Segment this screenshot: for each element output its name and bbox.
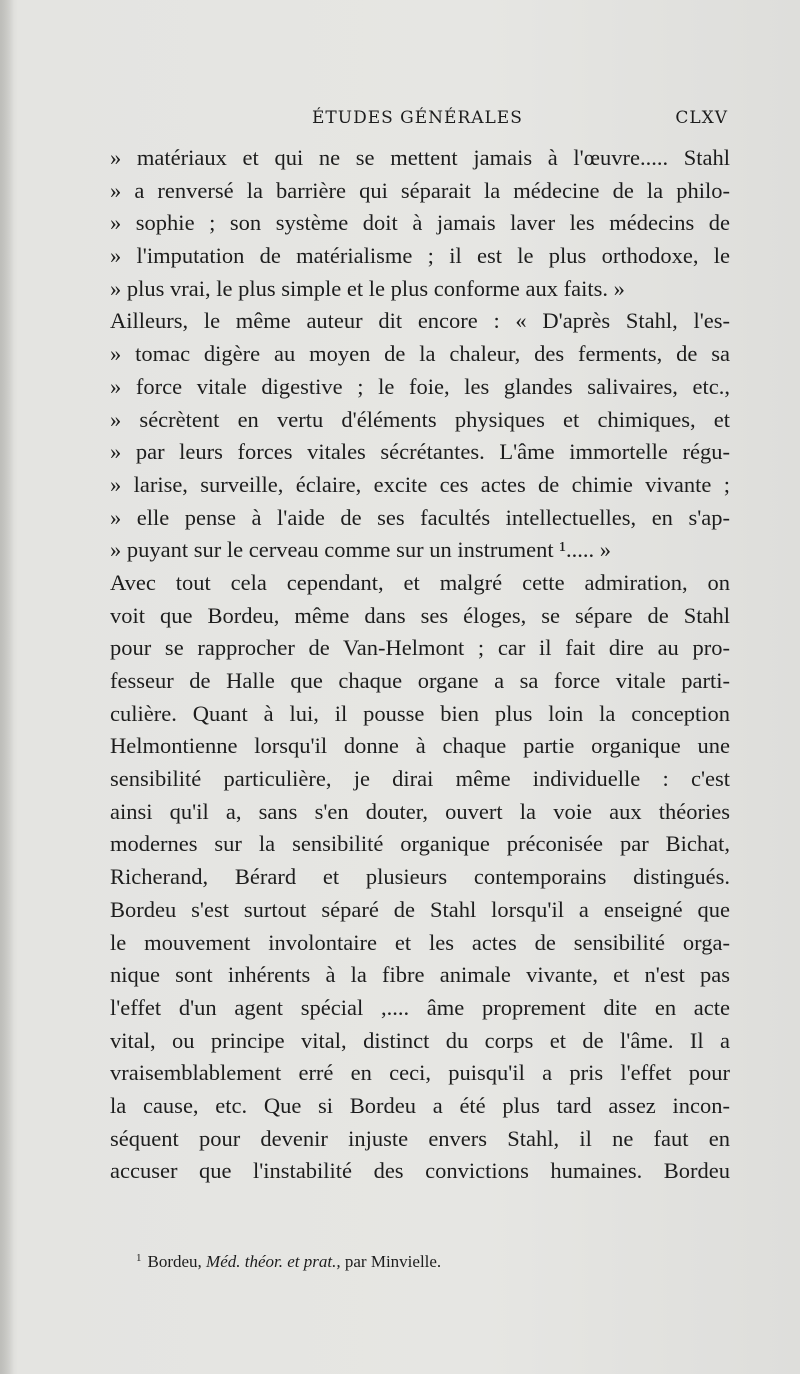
- text-line: vital, ou principe vital, distinct du corps et de l'âme. Il a: [110, 1027, 730, 1053]
- text-line: ainsi qu'il a, sans s'en douter, ouvert la voie aux théories: [110, 798, 730, 824]
- spine-shadow: [0, 0, 14, 1374]
- text-line: » a renversé la barrière qui séparait la médecine de la philo-: [110, 177, 730, 203]
- text-line: pour se rapprocher de Van-Helmont ; car il fait dire au pro-: [110, 635, 730, 661]
- text-line: culière. Quant à lui, il pousse bien plus loin la conception: [110, 700, 730, 726]
- text-line: sensibilité particulière, je dirai même individuelle : c'est: [110, 766, 730, 792]
- text-line: modernes sur la sensibilité organique préconisée par Bichat,: [110, 831, 730, 857]
- text-line: vraisemblablement erré en ceci, puisqu'il a pris l'effet pour: [110, 1060, 730, 1086]
- text-line: séquent pour devenir injuste envers Stahl, il ne faut en: [110, 1125, 730, 1151]
- page-number: CLXV: [675, 108, 728, 128]
- text-line: Bordeu s'est surtout séparé de Stahl lorsqu'il a enseigné que: [110, 896, 730, 922]
- text-line: Richerand, Bérard et plusieurs contemporains distingués.: [110, 864, 730, 890]
- footnote-marker: 1: [136, 1252, 142, 1264]
- text-line: l'effet d'un agent spécial ,.... âme proprement dite en acte: [110, 994, 730, 1020]
- text-line: Avec tout cela cependant, et malgré cette admiration, on: [110, 569, 730, 595]
- text-line: accuser que l'instabilité des convictions humaines. Bordeu: [110, 1158, 730, 1184]
- text-line: » par leurs forces vitales sécrétantes. L'âme immortelle régu-: [110, 439, 730, 465]
- text-line: » plus vrai, le plus simple et le plus conforme aux faits. »: [110, 275, 625, 301]
- text-line: » matériaux et qui ne se mettent jamais à l'œuvre..... Stahl: [110, 145, 730, 170]
- text-line: » puyant sur le cerveau comme sur un instrument ¹..... »: [110, 537, 611, 563]
- text-line: le mouvement involontaire et les actes de sensibilité orga-: [110, 929, 730, 955]
- text-line: » sécrètent en vertu d'éléments physiques et chimiques, et: [110, 406, 730, 432]
- footnote-author: Bordeu,: [147, 1252, 202, 1271]
- footnote-rest: par Minvielle.: [344, 1252, 442, 1271]
- text-line: la cause, etc. Que si Bordeu a été plus tard assez incon-: [110, 1092, 730, 1118]
- page-header: [112, 108, 728, 136]
- text-line: voit que Bordeu, même dans ses éloges, se sépare de Stahl: [110, 602, 730, 628]
- footnote: [136, 1252, 716, 1272]
- running-title: ÉTUDES GÉNÉRALES: [312, 108, 523, 128]
- footnote-title: Méd. théor. et prat.,: [206, 1252, 341, 1271]
- text-line: Ailleurs, le même auteur dit encore : « D'après Stahl, l'es-: [110, 308, 730, 334]
- text-line: fesseur de Halle que chaque organe a sa force vitale parti-: [110, 668, 730, 693]
- text-line: » force vitale digestive ; le foie, les glandes salivaires, etc.,: [110, 373, 730, 399]
- text-line: » tomac digère au moyen de la chaleur, des ferments, de sa: [110, 341, 730, 367]
- text-line: » larise, surveille, éclaire, excite ces actes de chimie vivante ;: [110, 471, 730, 497]
- text-line: nique sont inhérents à la fibre animale vivante, et n'est pas: [110, 962, 730, 988]
- body-text: [110, 142, 730, 1188]
- text-line: » sophie ; son système doit à jamais laver les médecins de: [110, 210, 730, 236]
- text-line: » elle pense à l'aide de ses facultés intellectuelles, en s'ap-: [110, 504, 730, 530]
- text-line: » l'imputation de matérialisme ; il est le plus orthodoxe, le: [110, 243, 730, 269]
- text-line: Helmontienne lorsqu'il donne à chaque partie organique une: [110, 733, 730, 759]
